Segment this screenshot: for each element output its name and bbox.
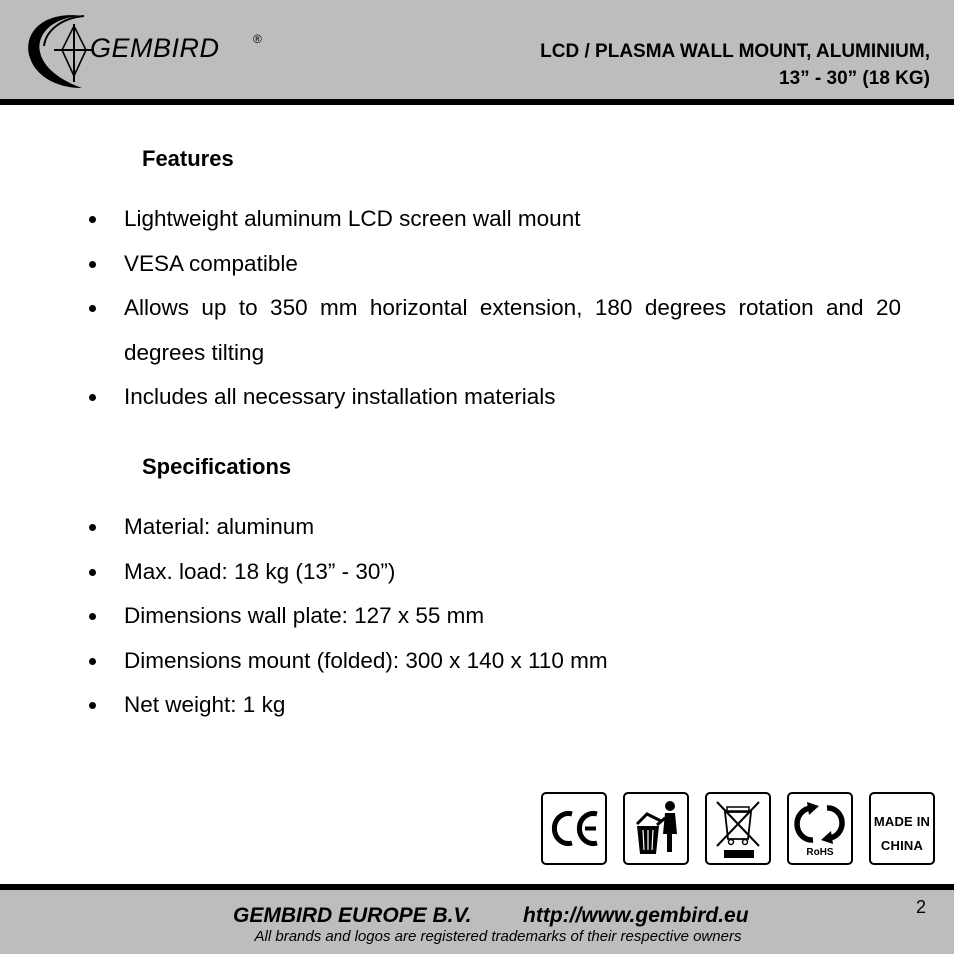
list-item: Material: aluminum bbox=[0, 505, 954, 550]
gembird-logo bbox=[22, 6, 262, 96]
list-item: Dimensions wall plate: 127 x 55 mm bbox=[0, 594, 954, 639]
list-item: Dimensions mount (folded): 300 x 140 x 110 mm bbox=[0, 639, 954, 684]
list-item: Includes all necessary installation materials bbox=[0, 375, 954, 420]
made-in-china-icon bbox=[869, 792, 935, 865]
brand-name: GEMBIRD bbox=[90, 33, 220, 63]
product-title-line1: LCD / PLASMA WALL MOUNT, ALUMINIUM, bbox=[540, 41, 930, 62]
rohs-icon bbox=[787, 792, 853, 865]
footer-website-link[interactable]: http://www.gembird.eu bbox=[523, 904, 749, 927]
page-footer bbox=[0, 890, 954, 954]
header-divider bbox=[0, 99, 954, 105]
list-item: Max. load: 18 kg (13” - 30”) bbox=[0, 550, 954, 595]
made-in-china-label: MADE IN CHINA bbox=[873, 814, 931, 853]
ce-mark-icon bbox=[541, 792, 607, 865]
trash-disposal-icon bbox=[623, 792, 689, 865]
list-item: Allows up to 350 mm horizontal extension, 180 degrees rotation and 20 degrees tilting bbox=[0, 286, 954, 375]
list-item: Lightweight aluminum LCD screen wall mount bbox=[0, 197, 954, 242]
footer-trademark-note: All brands and logos are registered trademarks of their respective owners bbox=[254, 928, 742, 945]
registered-mark: ® bbox=[253, 32, 262, 46]
bullet-icon bbox=[89, 658, 96, 665]
product-title bbox=[540, 38, 930, 92]
page-header bbox=[0, 0, 954, 99]
bullet-icon bbox=[89, 524, 96, 531]
bullet-icon bbox=[89, 305, 96, 312]
rohs-label: RoHS bbox=[806, 847, 834, 858]
bullet-icon bbox=[89, 394, 96, 401]
list-item: VESA compatible bbox=[0, 242, 954, 287]
list-item: Net weight: 1 kg bbox=[0, 683, 954, 728]
specifications-list bbox=[0, 505, 954, 728]
features-list bbox=[0, 197, 954, 420]
footer-company-name: GEMBIRD EUROPE B.V. bbox=[233, 904, 472, 927]
weee-crossed-bin-icon bbox=[705, 792, 771, 865]
features-heading: Features bbox=[142, 146, 234, 171]
bullet-icon bbox=[89, 216, 96, 223]
bullet-icon bbox=[89, 702, 96, 709]
bullet-icon bbox=[89, 569, 96, 576]
page-number: 2 bbox=[915, 897, 926, 917]
specifications-heading: Specifications bbox=[142, 454, 292, 479]
product-title-line2: 13” - 30” (18 KG) bbox=[779, 68, 930, 89]
bullet-icon bbox=[89, 261, 96, 268]
bullet-icon bbox=[89, 613, 96, 620]
